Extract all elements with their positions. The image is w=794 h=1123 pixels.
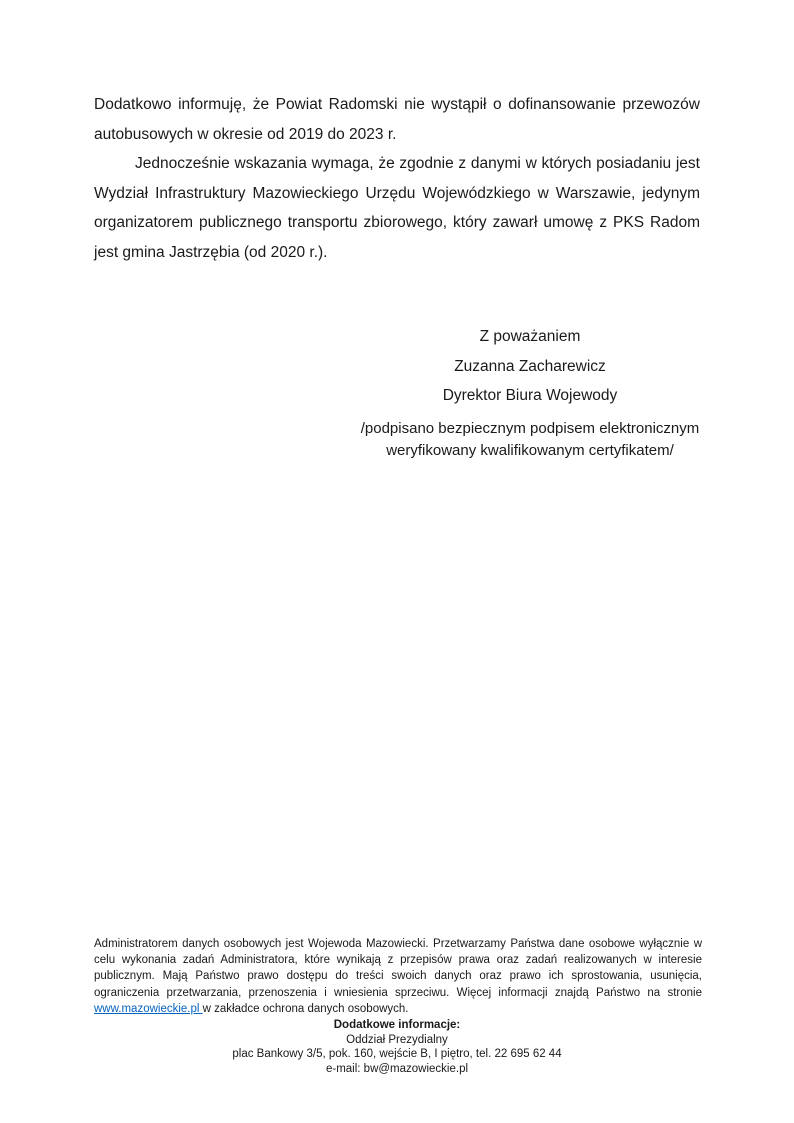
gdpr-notice bbox=[94, 936, 702, 1017]
paragraph-organizer-info: Jednocześnie wskazania wymaga, że zgodnie z danymi w których posiadaniu jest Wydział Infrastruktury Mazowieckiego Urzędu Wojewódzkiego w Warszawie, jedynym organizatorem publicznego transportu zbiorowego, który zawarł umowę z PKS Radom jest gmina Jastrzębia (od 2020 r.). bbox=[94, 155, 700, 261]
gdpr-text-after-link: w zakładce ochrona danych osobowych. bbox=[202, 1002, 409, 1015]
signature-closing: Z poważaniem bbox=[479, 328, 581, 345]
esign-note-line1: /podpisano bezpiecznym podpisem elektronicznym bbox=[360, 419, 700, 437]
additional-info-heading: Dodatkowe informacje: bbox=[333, 1019, 461, 1031]
signature-block bbox=[360, 322, 700, 462]
esign-note-line2: weryfikowany kwalifikowanym certyfikatem/ bbox=[386, 441, 674, 459]
letter-body bbox=[94, 0, 700, 462]
esign-note bbox=[360, 418, 700, 462]
email-line: e-mail: bw@mazowieckie.pl bbox=[325, 1063, 469, 1076]
address-line: plac Bankowy 3/5, pok. 160, wejście B, I piętro, tel. 22 695 62 44 bbox=[232, 1048, 562, 1061]
mazowieckie-link[interactable]: www.mazowieckie.pl bbox=[94, 1002, 203, 1015]
footer bbox=[94, 936, 702, 1017]
contact-block bbox=[0, 1018, 794, 1077]
signature-title: Dyrektor Biura Wojewody bbox=[442, 387, 618, 404]
department-line: Oddział Prezydialny bbox=[346, 1033, 448, 1046]
gdpr-text-before-link: Administratorem danych osobowych jest Wojewoda Mazowiecki. Przetwarzamy Państwa dane osobowe wyłącznie w celu wykonania zadań Administratora, które wynikają z przepisów prawa oraz zadań realizowanych w interesie publicznym. Mają Państwo prawo dostępu do treści swoich danych oraz prawo ich sprostowania, usunięcia, ograniczenia przetwarzania, przenoszenia i wniesienia sprzeciwu. Więcej informacji znajdą Państwo na stronie bbox=[94, 938, 702, 999]
paragraph-funding-info: Dodatkowo informuję, że Powiat Radomski nie wystąpił o dofinansowanie przewozów autobusowych w okresie od 2019 do 2023 r. bbox=[94, 96, 700, 143]
signature-name: Zuzanna Zacharewicz bbox=[454, 357, 606, 375]
